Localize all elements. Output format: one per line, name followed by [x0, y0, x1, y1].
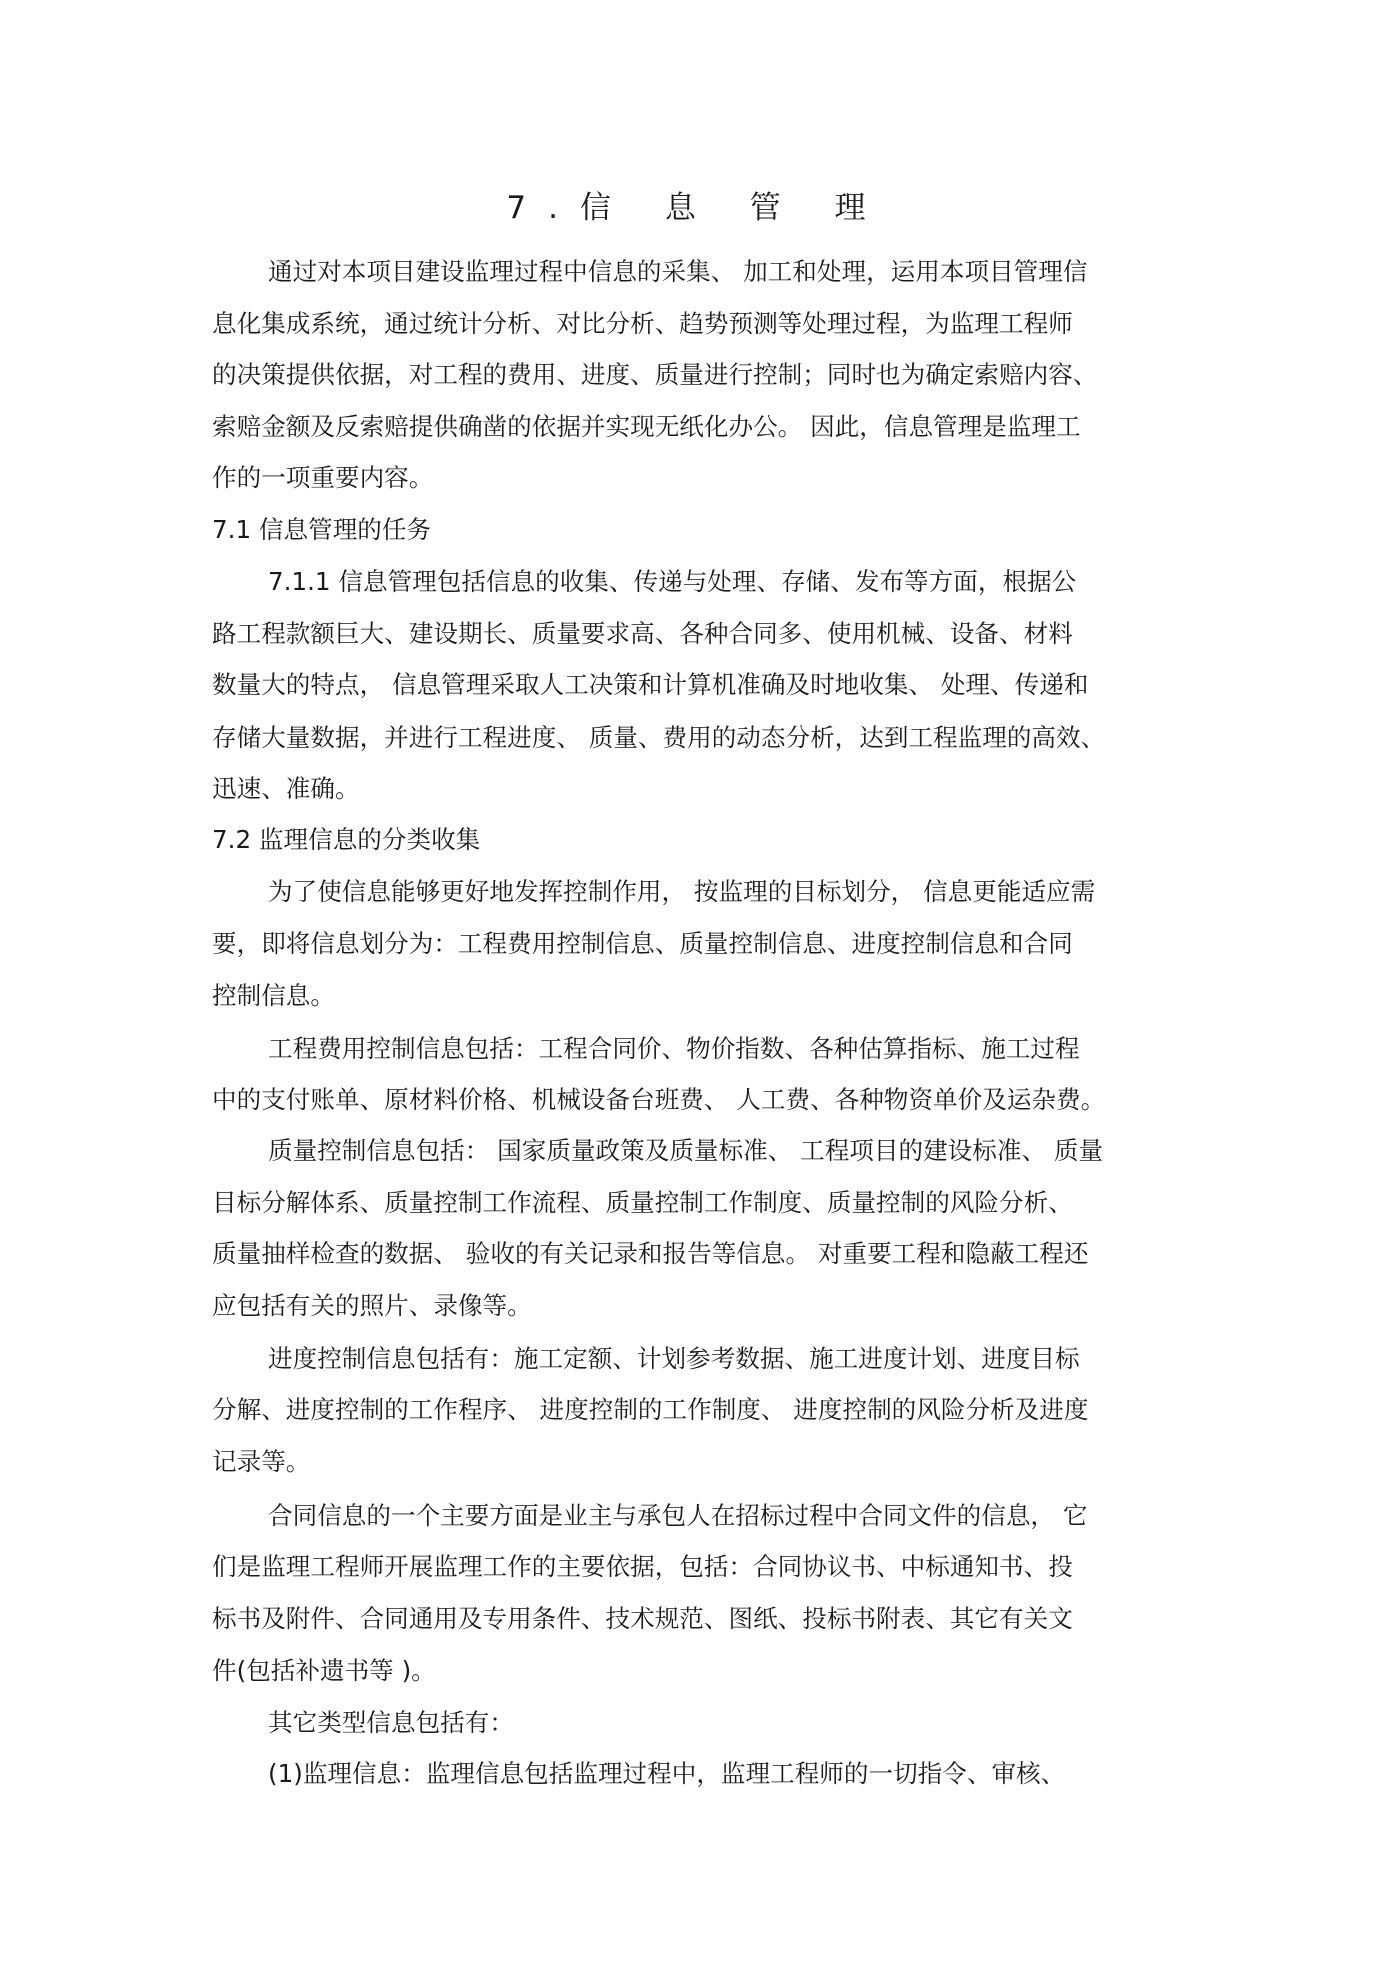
body-line: 分解、进度控制的工作程序、 进度控制的工作制度、 进度控制的风险分析及进度 — [212, 1395, 1089, 1424]
body-line: 迅速、准确。 — [212, 774, 360, 803]
body-line: 7.1 信息管理的任务 — [212, 515, 432, 544]
body-line: 路工程款额巨大、建设期长、质量要求高、各种合同多、使用机械、设备、材料 — [212, 619, 1073, 648]
body-line: 存储大量数据，并进行工程进度、 质量、费用的动态分析，达到工程监理的高效、 — [212, 723, 1106, 752]
body-line: (1)监理信息：监理信息包括监理过程中，监理工程师的一切指令、审核、 — [268, 1759, 1066, 1788]
body-line: 7.2 监理信息的分类收集 — [212, 825, 481, 854]
body-line: 7.1.1 信息管理包括信息的收集、传递与处理、存储、发布等方面，根据公 — [268, 567, 1077, 596]
body-line: 的决策提供依据，对工程的费用、进度、质量进行控制；同时也为确定索赔内容、 — [212, 360, 1098, 389]
body-line: 进度控制信息包括有：施工定额、计划参考数据、施工进度计划、进度目标 — [268, 1344, 1080, 1373]
body-line: 应包括有关的照片、录像等。 — [212, 1291, 532, 1320]
body-line: 为了使信息能够更好地发挥控制作用， 按监理的目标划分， 信息更能适应需 — [268, 877, 1096, 906]
body-line: 合同信息的一个主要方面是业主与承包人在招标过程中合同文件的信息， 它 — [268, 1501, 1088, 1530]
body-line: 记录等。 — [212, 1447, 311, 1476]
body-line: 控制信息。 — [212, 981, 335, 1010]
body-line: 们是监理工程师开展监理工作的主要依据，包括：合同协议书、中标通知书、投 — [212, 1552, 1073, 1581]
body-line: 工程费用控制信息包括：工程合同价、物价指数、各种估算指标、施工过程 — [268, 1034, 1080, 1063]
body-line: 要，即将信息划分为：工程费用控制信息、质量控制信息、进度控制信息和合同 — [212, 929, 1073, 958]
body-line: 作的一项重要内容。 — [212, 463, 434, 492]
body-line: 其它类型信息包括有： — [268, 1708, 514, 1737]
body-line: 件(包括补遗书等 )。 — [212, 1656, 436, 1685]
body-line: 通过对本项目建设监理过程中信息的采集、 加工和处理，运用本项目管理信 — [268, 257, 1088, 286]
body-line: 索赔金额及反索赔提供确凿的依据并实现无纸化办公。 因此，信息管理是监理工 — [212, 412, 1081, 441]
body-line: 质量控制信息包括： 国家质量政策及质量标准、 工程项目的建设标准、 质量 — [268, 1136, 1104, 1165]
body-line: 目标分解体系、质量控制工作流程、质量控制工作制度、质量控制的风险分析、 — [212, 1188, 1073, 1217]
body-line: 中的支付账单、原材料价格、机械设备台班费、 人工费、各种物资单价及运杂费。 — [212, 1085, 1106, 1114]
body-line: 标书及附件、合同通用及专用条件、技术规范、图纸、投标书附表、其它有关文 — [212, 1604, 1073, 1633]
page-title: 7.信 息 管 理 — [506, 190, 888, 226]
body-line: 数量大的特点， 信息管理采取人工决策和计算机准确及时地收集、 处理、传递和 — [212, 670, 1089, 699]
body-line: 质量抽样检查的数据、 验收的有关记录和报告等信息。 对重要工程和隐蔽工程还 — [212, 1239, 1089, 1268]
body-line: 息化集成系统，通过统计分析、对比分析、趋势预测等处理过程，为监理工程师 — [212, 309, 1073, 338]
